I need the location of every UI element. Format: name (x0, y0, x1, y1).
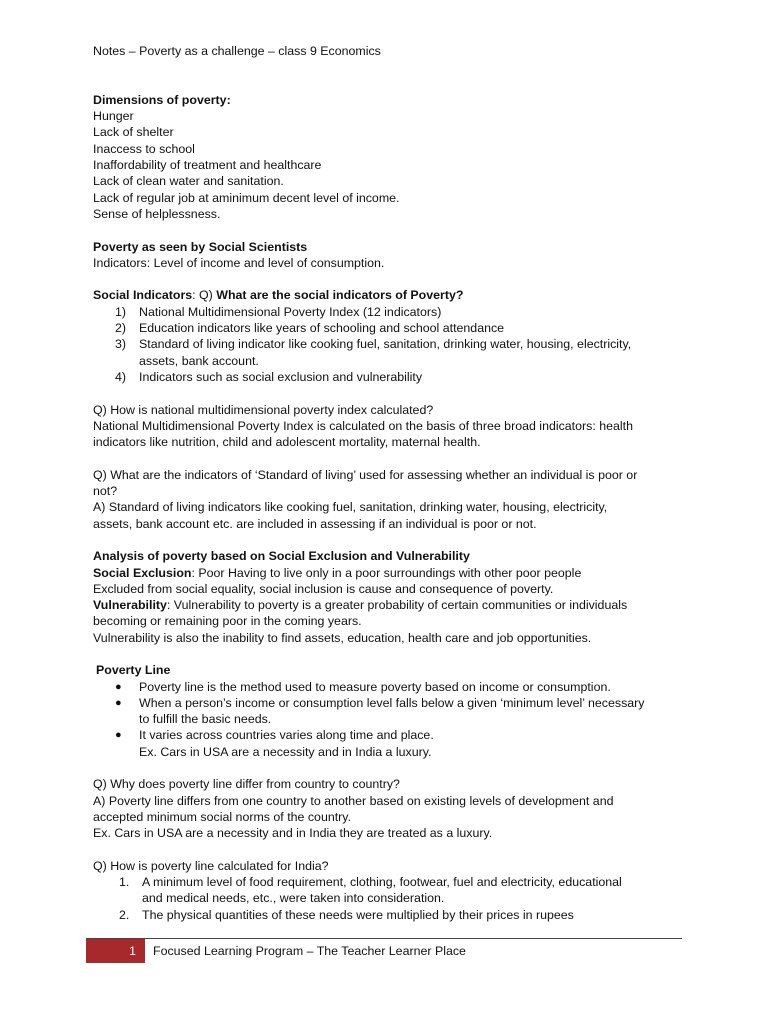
social-indicators-label-suffix: : Q) (192, 288, 217, 303)
bullet-item (93, 727, 693, 743)
mpi-answer-line: indicators like nutrition, child and adolescent mortality, maternal health. (93, 435, 481, 450)
dimension-item: Inaffordability of treatment and healthcare (93, 158, 322, 173)
page-number-box: 1 (86, 939, 145, 963)
standard-living-answer-line: assets, bank account etc. are included in assessing if an individual is poor or not. (93, 516, 537, 531)
bullet-text: It varies across countries varies along time and place. (139, 728, 434, 743)
dimension-item: Lack of shelter (93, 125, 174, 140)
list-item-text: National Multidimensional Poverty Index (12 indicators) (139, 304, 442, 319)
document-header: Notes – Poverty as a challenge – class 9 Economics (93, 44, 381, 58)
list-item (93, 304, 693, 320)
social-indicators-label: Social Indicators (93, 288, 193, 303)
india-question: Q) How is poverty line calculated for India? (93, 858, 329, 873)
differ-answer-line: accepted minimum social norms of the country. (93, 809, 352, 824)
list-item (93, 336, 693, 352)
dimension-item: Inaccess to school (93, 141, 195, 156)
list-item-text: A minimum level of food requirement, clothing, footwear, fuel and electricity, educational (142, 875, 622, 890)
analysis-heading: Analysis of poverty based on Social Exclusion and Vulnerability (93, 549, 470, 564)
list-item (93, 369, 693, 385)
social-exclusion-label: Social Exclusion (93, 565, 192, 580)
vulnerability-label: Vulnerability (93, 598, 167, 613)
bullet-item (93, 679, 693, 695)
social-scientists-heading: Poverty as seen by Social Scientists (93, 239, 308, 254)
standard-living-question-line: Q) What are the indicators of ‘Standard of living’ used for assessing whether an individual is poor or (93, 467, 638, 482)
social-exclusion-line (93, 565, 693, 581)
list-item-continuation: and medical needs, etc., were taken into consideration. (142, 891, 445, 906)
bullet-continuation: to fulfill the basic needs. (139, 712, 272, 727)
mpi-answer-line: National Multidimensional Poverty Index is calculated on the basis of three broad indicators: health (93, 418, 633, 433)
bullet-text: Poverty line is the method used to measure poverty based on income or consumption. (139, 679, 611, 694)
standard-living-question-line: not? (93, 484, 118, 499)
social-exclusion-line-2: Excluded from social equality, social inclusion is cause and consequence of poverty. (93, 581, 554, 596)
social-indicators-question-text: What are the social indicators of Poverty? (216, 288, 464, 303)
social-scientists-text: Indicators: Level of income and level of consumption. (93, 255, 385, 270)
dimension-item: Lack of clean water and sanitation. (93, 174, 284, 189)
list-item (93, 907, 693, 923)
list-item (93, 874, 693, 890)
social-exclusion-text: : Poor Having to live only in a poor surroundings with other poor people (191, 565, 582, 580)
list-number: 4) (115, 369, 127, 384)
differ-answer-line: Ex. Cars in USA are a necessity and in India they are treated as a luxury. (93, 826, 493, 841)
list-number: 2) (115, 321, 127, 336)
list-item-text: Standard of living indicator like cooking fuel, sanitation, drinking water, housing, electricity, (139, 337, 632, 352)
dimension-item: Sense of helplessness. (93, 206, 221, 221)
dimension-item: Hunger (93, 109, 134, 124)
social-indicators-question (93, 287, 693, 303)
vulnerability-line (93, 597, 693, 613)
mpi-question: Q) How is national multidimensional poverty index calculated? (93, 402, 434, 417)
differ-question: Q) Why does poverty line differ from country to country? (93, 777, 400, 792)
vulnerability-text: : Vulnerability to poverty is a greater probability of certain communities or individuals (166, 598, 628, 613)
standard-living-answer-line: A) Standard of living indicators like cooking fuel, sanitation, drinking water, housing, electricity, (93, 500, 608, 515)
bullet-continuation: Ex. Cars in USA are a necessity and in India a luxury. (139, 744, 432, 759)
differ-answer-line: A) Poverty line differs from one country to another based on existing levels of development and (93, 793, 614, 808)
dimension-item: Lack of regular job at aminimum decent level of income. (93, 190, 400, 205)
list-item-text: Indicators such as social exclusion and vulnerability (139, 369, 423, 384)
list-item-text: Education indicators like years of schooling and school attendance (139, 321, 505, 336)
vulnerability-line-2: becoming or remaining poor in the coming years. (93, 614, 362, 629)
list-item-continuation: assets, bank account. (139, 353, 259, 368)
dimensions-heading: Dimensions of poverty: (93, 92, 231, 107)
bullet-icon: ● (115, 696, 122, 709)
list-number: 2. (119, 907, 130, 922)
list-number: 1) (115, 304, 127, 319)
list-number: 3) (115, 337, 127, 352)
bullet-item (93, 695, 693, 711)
bullet-icon: ● (115, 680, 122, 693)
document-page (93, 43, 693, 923)
vulnerability-line-3: Vulnerability is also the inability to find assets, education, health care and job opportunities. (93, 630, 592, 645)
poverty-line-heading: Poverty Line (96, 663, 171, 678)
list-item (93, 320, 693, 336)
bullet-icon: ● (115, 729, 122, 742)
list-number: 1. (119, 875, 130, 890)
list-item-text: The physical quantities of these needs were multiplied by their prices in rupees (142, 907, 574, 922)
bullet-text: When a person’s income or consumption level falls below a given ‘minimum level’ necessary (139, 695, 645, 710)
footer-text: Focused Learning Program – The Teacher Learner Place (153, 944, 466, 958)
